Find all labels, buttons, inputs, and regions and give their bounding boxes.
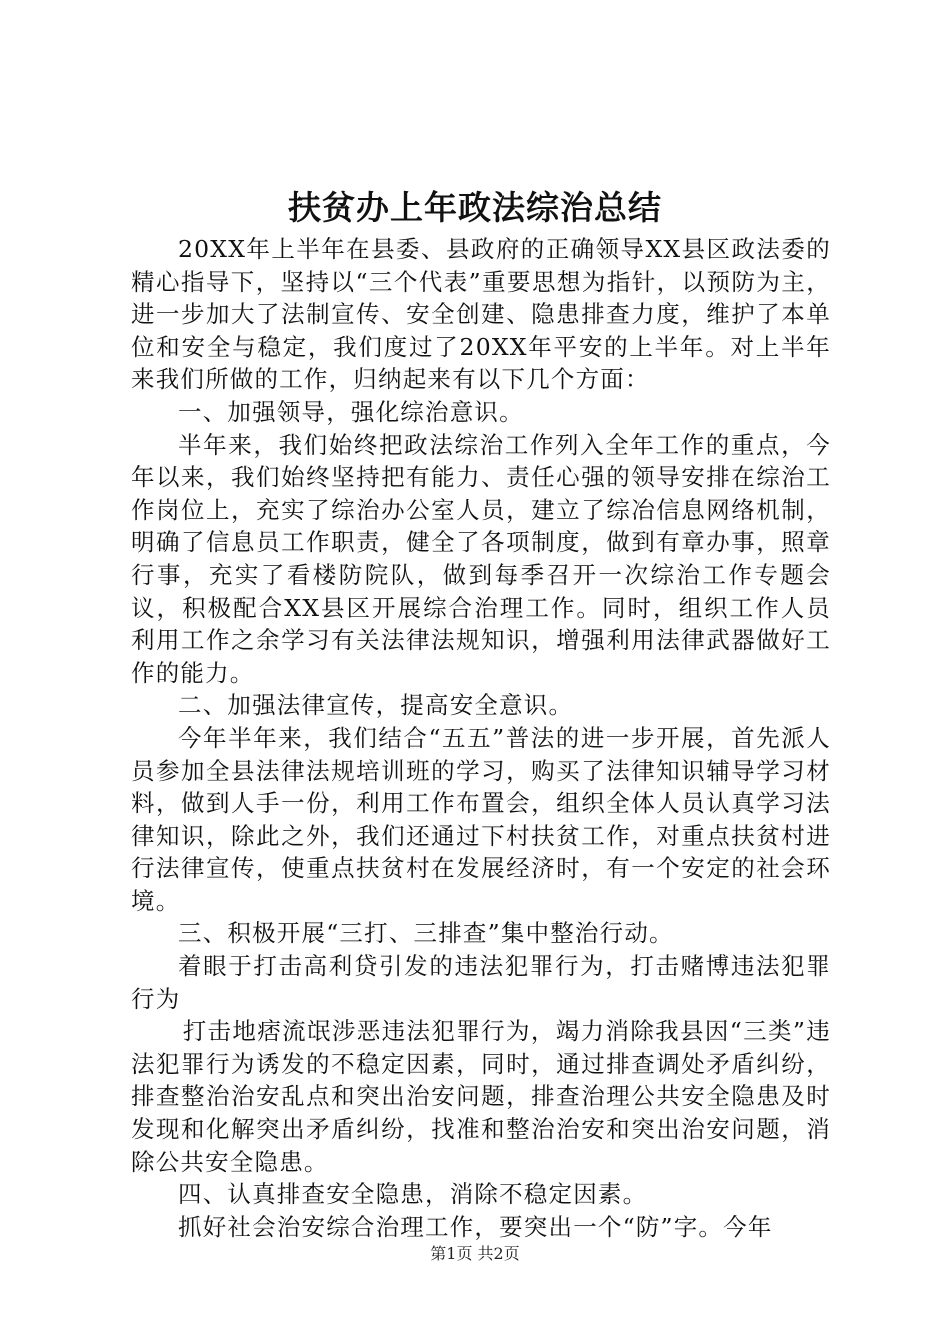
paragraph-section-1: 半年来，我们始终把政法综治工作列入全年工作的重点，今年以来，我们始终坚持把有能力、责任心强的领导安排在综治工作岗位上，充实了综治办公室人员，建立了综冶信息网络机制，明确了信息员工作职责，健全了各项制度，做到有章办事，照章行事，充实了看楼防院队，做到每季召开一次综治工作专题会议，积极配合XX县区开展综合治理工作。同时，组织工作人员利用工作之余学习有关法律法规知识，增强利用法律武器做好工作的能力。 <box>131 430 831 687</box>
section-heading-3: 三、积极开展“三打、三排查”集中整治行动。 <box>178 919 674 948</box>
document-title: 扶贫办上年政法综治总结 <box>288 188 662 227</box>
paragraph-section-2: 今年半年来，我们结合“五五”普法的进一步开展，首先派人员参加全县法律法规培训班的学习，购买了法律知识辅导学习材料，做到人手一份，利用工作布置会，组织全体人员认真学习法律知识，除此之外，我们还通过下村扶贫工作，对重点扶贫村进行法律宣传，使重点扶贫村在发展经济时，有一个安定的社会环境。 <box>131 723 831 915</box>
paragraph-section-3a: 着眼于打击高利贷引发的违法犯罪行为，打击赌博违法犯罪行为 <box>131 952 831 1013</box>
section-heading-4: 四、认真排查安全隐患，消除不稳定因素。 <box>178 1180 648 1209</box>
paragraph-section-3b: 打击地痞流氓涉恶违法犯罪行为，竭力消除我县因“三类”违法犯罪行为诱发的不稳定因素，同时，通过排查调处矛盾纠纷，排查整治治安乱点和突出治安问题，排查治理公共安全隐患及时发现和化解突出矛盾纠纷，找准和整治治安和突出治安问题，消除公共安全隐患。 <box>131 1017 831 1176</box>
document-body <box>131 233 831 1243</box>
section-heading-2: 二、加强法律宣传，提高安全意识。 <box>178 691 574 720</box>
paragraph-intro: 20XX年上半年在县委、县政府的正确领导XX县区政法委的精心指导下，坚持以“三个代表”重要思想为指针，以预防为主，进一步加大了法制宣传、安全创建、隐患排查力度，维护了本单位和安全与稳定，我们度过了20XX年平安的上半年。对上半年来我们所做的工作，归纳起来有以下几个方面： <box>131 235 831 394</box>
section-heading-1: 一、加强领导，强化综治意识。 <box>178 397 524 426</box>
paragraph-section-4: 抓好社会治安综合治理工作，要突出一个“防”字。今年 <box>178 1212 773 1241</box>
page-number-footer: 第1页 共2页 <box>430 1244 520 1263</box>
